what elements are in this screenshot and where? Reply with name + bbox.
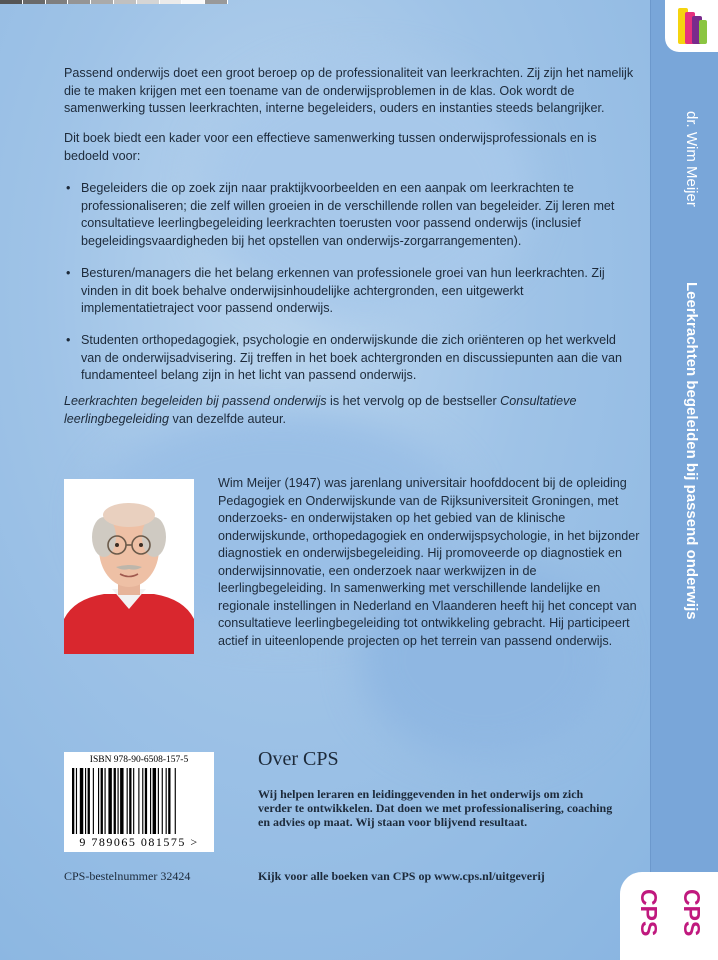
sequel-text-end: van dezelfde auteur. — [169, 411, 286, 426]
publisher-description: Wij helpen leraren en leidinggevenden in het onderwijs om zich verder te ontwikkelen. Dat doen we met professionalisering, coaching en advies op maat. Wij staan voor blijvend resultaat. — [258, 787, 613, 829]
order-number: CPS-bestelnummer 32424 — [64, 869, 191, 883]
cps-logo-back: CPS — [636, 889, 662, 937]
bullet-text: Besturen/managers die het belang erkennen van professionele groei van hun leerkrachten. Zij vinden in dit boek behalve onderwijsinhoudelijke achtergronden, een uitgewerkt implementatietraject voor passend onderwijs. — [81, 266, 605, 315]
author-photo — [64, 479, 194, 654]
barcode-number: 9 789065 081575 > — [79, 835, 199, 849]
sequel-text: is het vervolg op de bestseller — [326, 394, 501, 408]
barcode — [64, 752, 214, 852]
isbn-label: ISBN 978-90-6508-157-5 — [89, 755, 189, 765]
publisher-website-note: Kijk voor alle boeken van CPS op www.cps.nl/uitgeverij — [258, 869, 545, 883]
intro-paragraph: Passend onderwijs doet een groot beroep op de professionaliteit van leerkrachten. Zij zijn het namelijk die te maken krijgen met een toename van de onderwijsproblemen in de klas. Ook wordt de samenwerking tussen leerkrachten, interne begeleiders, ouders en instanties steeds belangrijker. — [64, 66, 634, 115]
bullet-icon: • — [66, 181, 71, 195]
cps-logo-spine: CPS — [679, 889, 705, 937]
logo-bar — [699, 20, 707, 44]
publisher-heading: Over CPS — [258, 748, 339, 770]
audience-bullet — [64, 332, 636, 385]
bullet-icon: • — [66, 266, 71, 280]
spine-title: Leerkrachten begeleiden bij passend onderwijs — [683, 282, 700, 620]
sequel-note — [64, 393, 634, 428]
audience-bullet — [64, 265, 636, 318]
bullet-text: Begeleiders die op zoek zijn naar praktijkvoorbeelden en een aanpak om leerkrachten te professionaliseren; die zelf willen groeien in de verschillende rollen van begeleider. Zij leren met consultatieve leerlingbegeleiding leerkrachten toerusten voor passend onderwijs (inclusief begeleidingsvaardigheden bij het opstellen van onderwijs-zorgarrangementen). — [81, 181, 615, 248]
audience-bullet — [64, 180, 636, 250]
previous-book-title: Consultatieve leerlingbegeleiding — [64, 394, 577, 426]
publisher-logo — [665, 0, 718, 52]
author-biography: Wim Meijer (1947) was jarenlang universitair hoofddocent bij de opleiding Pedagogiek en Onderwijskunde van de Rijksuniversiteit Groningen, met onderzoeks- en onderwijstaken op het gebied van de klinische onderwijskunde, orthopedagogiek en onderwijspsychologie, in het bijzonder diagnostiek en onderwijsbegeleiding. Hij promoveerde op diagnostiek en onderwijsinnovatie, een onderzoek naar werkwijzen in de leerlingbegeleiding. In samenwerking met verschillende landelijke en regionale instellingen in Nederland en Vlaanderen heeft hij het concept van consultatieve leerlingbegeleiding tot ontwikkeling gebracht. Hij participeert actief in uiteenlopende projecten op het terrein van passend onderwijs. — [218, 476, 640, 648]
kader-paragraph: Dit boek biedt een kader voor een effectieve samenwerking tussen onderwijsprofessionals en is bedoeld voor: — [64, 131, 597, 163]
spine-author: dr. Wim Meijer — [683, 111, 700, 207]
barcode-bars — [72, 768, 206, 834]
book-title: Leerkrachten begeleiden bij passend onderwijs — [64, 394, 327, 408]
bullet-icon: • — [66, 333, 71, 347]
bullet-text: Studenten orthopedagogiek, psychologie en onderwijskunde die zich oriënteren op het werkveld van de onderwijsadvisering. Zij treffen in het boek achtergronden en discussiepunten aan die van fundamenteel belang zijn in het licht van passend onderwijs. — [81, 333, 622, 382]
